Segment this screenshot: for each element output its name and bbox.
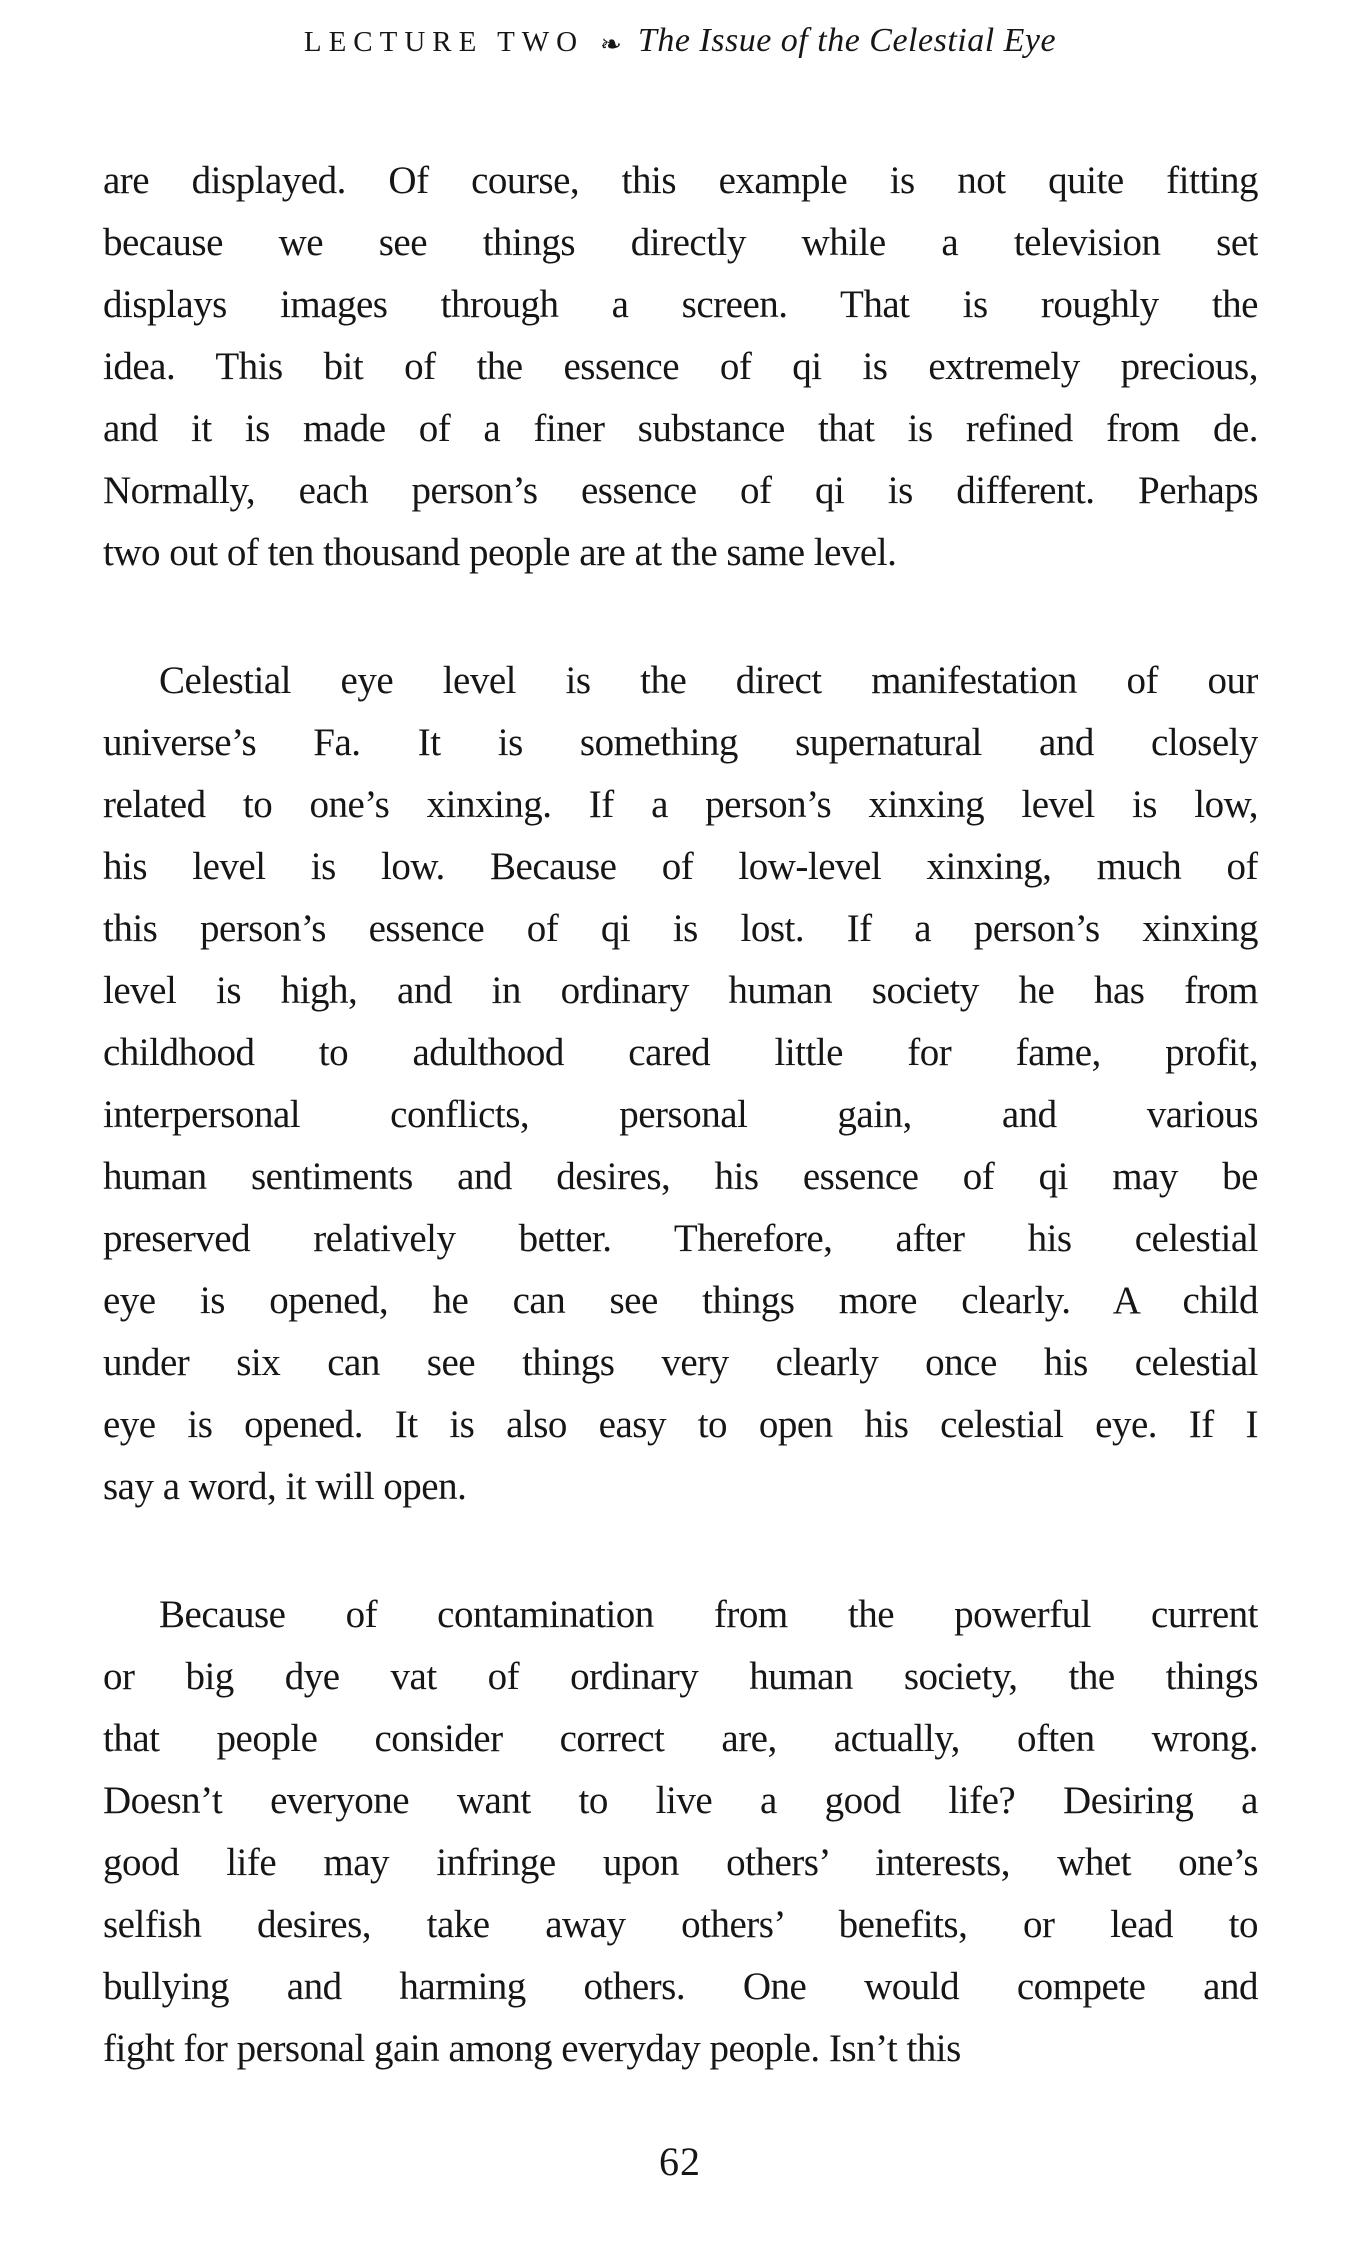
- text-line: Because of contamination from the powerful current: [159, 1593, 1258, 1636]
- text-line: Celestial eye level is the direct manifestation of our: [159, 659, 1258, 702]
- text-line: related to one’s xinxing. If a person’s xinxing level is low,: [103, 783, 1258, 826]
- lecture-label: LECTURE TWO: [303, 26, 585, 58]
- text-line: preserved relatively better. Therefore, after his celestial: [103, 1217, 1258, 1260]
- text-line: are displayed. Of course, this example is not quite fitting: [103, 159, 1258, 202]
- text-line: Normally, each person’s essence of qi is different. Perhaps: [103, 469, 1258, 512]
- text-line: Doesn’t everyone want to live a good life? Desiring a: [103, 1779, 1258, 1822]
- text-line: under six can see things very clearly once his celestial: [103, 1341, 1258, 1384]
- text-line: universe’s Fa. It is something supernatural and closely: [103, 721, 1258, 764]
- page-body: [103, 150, 1258, 2080]
- text-line: eye is opened. It is also easy to open his celestial eye. If I: [103, 1403, 1258, 1446]
- page-number: 62: [659, 2139, 701, 2184]
- text-line: level is high, and in ordinary human society he has from: [103, 969, 1258, 1012]
- paragraph: [103, 650, 1258, 1518]
- text-line: interpersonal conflicts, personal gain, and various: [103, 1093, 1258, 1136]
- text-line: two out of ten thousand people are at the same level.: [103, 531, 897, 574]
- text-line: say a word, it will open.: [103, 1465, 467, 1508]
- text-line: bullying and harming others. One would compete and: [103, 1965, 1258, 2008]
- fleuron-ornament-icon: ❧: [600, 30, 622, 60]
- chapter-title: The Issue of the Celestial Eye: [637, 22, 1057, 59]
- text-line: eye is opened, he can see things more clearly. A child: [103, 1279, 1258, 1322]
- text-line: because we see things directly while a television set: [103, 221, 1258, 264]
- text-line: this person’s essence of qi is lost. If a person’s xinxing: [103, 907, 1258, 950]
- text-line: idea. This bit of the essence of qi is extremely precious,: [103, 345, 1258, 388]
- text-line: selfish desires, take away others’ benefits, or lead to: [103, 1903, 1258, 1946]
- text-line: or big dye vat of ordinary human society, the things: [103, 1655, 1258, 1698]
- running-header: [0, 22, 1360, 60]
- text-line: good life may infringe upon others’ interests, whet one’s: [103, 1841, 1258, 1884]
- text-line: his level is low. Because of low-level xinxing, much of: [103, 845, 1258, 888]
- text-line: and it is made of a finer substance that is refined from de.: [103, 407, 1258, 450]
- paragraph: [103, 1584, 1258, 2080]
- text-line: childhood to adulthood cared little for fame, profit,: [103, 1031, 1258, 1074]
- text-line: human sentiments and desires, his essence of qi may be: [103, 1155, 1258, 1198]
- text-line: displays images through a screen. That is roughly the: [103, 283, 1258, 326]
- text-line: fight for personal gain among everyday people. Isn’t this: [103, 2027, 961, 2070]
- paragraph: [103, 150, 1258, 584]
- text-line: that people consider correct are, actually, often wrong.: [103, 1717, 1258, 1760]
